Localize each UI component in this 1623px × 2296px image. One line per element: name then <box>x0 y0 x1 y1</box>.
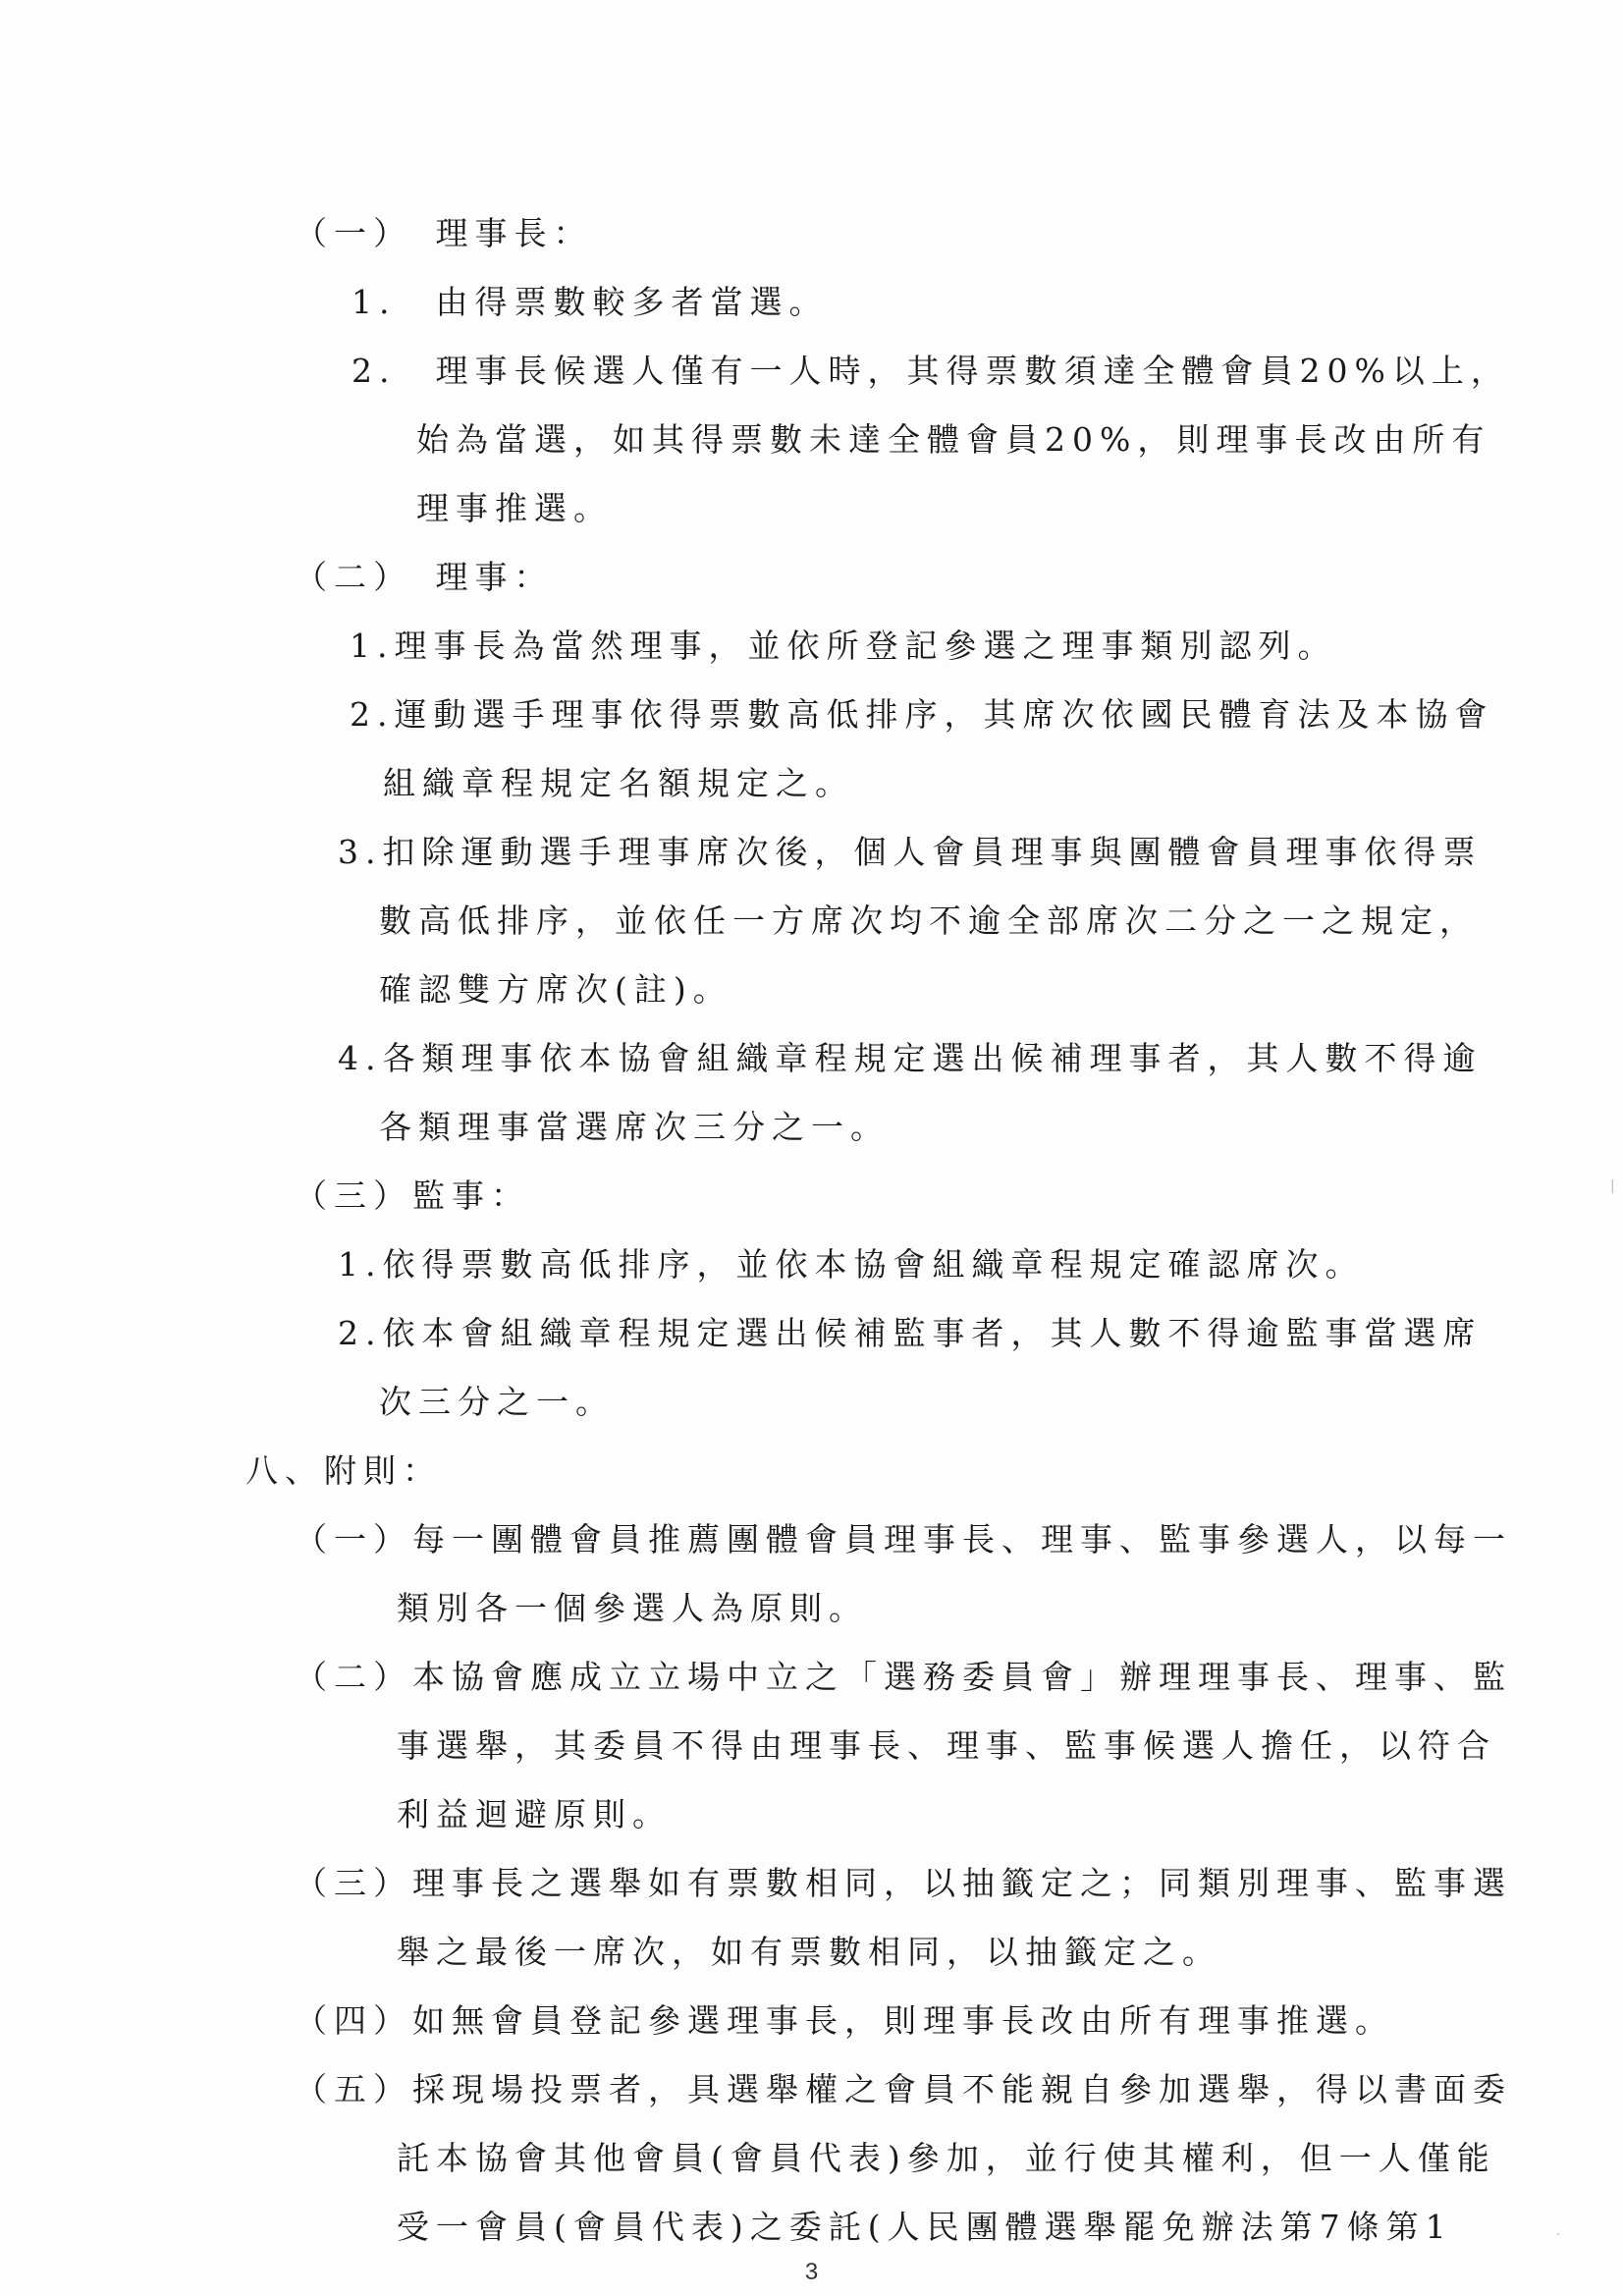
text-line-sec-2-item-3-a: 3.扣除運動選手理事席次後，個人會員理事與團體會員理事依得票 <box>338 833 1483 871</box>
text-line-sec-2-item-3-c: 確認雙方席次(註)。 <box>379 970 732 1009</box>
text-line-sec-3-item-2-a: 2.依本會組織章程規定選出候補監事者，其人數不得逾監事當選席 <box>338 1314 1483 1352</box>
text-line-sec-3-item-2-b: 次三分之一。 <box>379 1383 615 1421</box>
text-line-sec-2-item-4-a: 4.各類理事依本協會組織章程規定選出候補理事者，其人數不得逾 <box>338 1039 1483 1077</box>
text-line-sec-3-item-1: 1.依得票數高低排序，並依本協會組織章程規定確認席次。 <box>338 1245 1365 1284</box>
text-line-sec-8-5-b: 託本協會其他會員(會員代表)參加，並行使其權利，但一人僅能 <box>397 2139 1496 2177</box>
text-line-sec-8-1-b: 類別各一個參選人為原則。 <box>397 1589 868 1627</box>
text-line-sec-1-item-2-a: 2. 理事長候選人僅有一人時，其得票數須達全體會員20%以上， <box>352 352 1510 390</box>
text-line-sec-1-item-1: 1. 由得票數較多者當選。 <box>352 283 829 321</box>
text-line-sec-2-heading: （二） 理事： <box>295 558 554 596</box>
text-line-sec-8-3-b: 舉之最後一席次，如有票數相同，以抽籤定之。 <box>397 1933 1221 1971</box>
text-line-sec-2-item-2-a: 2.運動選手理事依得票數高低排序，其席次依國民體育法及本協會 <box>350 695 1494 734</box>
text-line-sec-8-1-a: （一）每一團體會員推薦團體會員理事長、理事、監事參選人，以每一 <box>295 1520 1512 1558</box>
text-line-sec-8-2-b: 事選舉，其委員不得由理事長、理事、監事候選人擔任，以符合 <box>397 1726 1496 1765</box>
text-line-sec-2-item-2-b: 組織章程規定名額規定之。 <box>383 764 854 802</box>
text-line-sec-8-5-a: （五）採現場投票者，具選舉權之會員不能親自參加選舉，得以書面委 <box>295 2070 1512 2108</box>
text-line-sec-1-item-2-c: 理事推選。 <box>416 489 613 527</box>
text-line-sec-2-item-4-b: 各類理事當選席次三分之一。 <box>379 1108 890 1146</box>
text-line-sec-8-2-a: （二）本協會應成立立場中立之「選務委員會」辦理理事長、理事、監 <box>295 1658 1512 1696</box>
text-line-sec-8-5-c: 受一會員(會員代表)之委託(人民團體選舉罷免辦法第7條第1 <box>397 2208 1453 2246</box>
text-line-sec-2-item-1: 1.理事長為當然理事，並依所登記參選之理事類別認列。 <box>350 627 1337 665</box>
text-line-chapter-8-heading: 八、附則： <box>245 1451 442 1490</box>
text-line-sec-8-3-a: （三）理事長之選舉如有票數相同，以抽籤定之；同類別理事、監事選 <box>295 1864 1512 1902</box>
page-number: 3 <box>804 2259 819 2285</box>
scan-mark: · <box>1556 2227 1561 2243</box>
text-line-sec-1-heading: （一） 理事長： <box>295 214 593 252</box>
text-line-sec-8-2-c: 利益迴避原則。 <box>397 1795 672 1833</box>
scan-mark: | <box>1610 1178 1615 1194</box>
text-line-sec-1-item-2-b: 始為當選，如其得票數未達全體會員20%，則理事長改由所有 <box>416 420 1491 459</box>
text-line-sec-8-4: （四）如無會員登記參選理事長，則理事長改由所有理事推選。 <box>295 2001 1394 2040</box>
text-line-sec-3-heading: （三）監事： <box>295 1176 530 1215</box>
text-line-sec-2-item-3-b: 數高低排序，並依任一方席次均不逾全部席次二分之一之規定， <box>379 902 1479 940</box>
